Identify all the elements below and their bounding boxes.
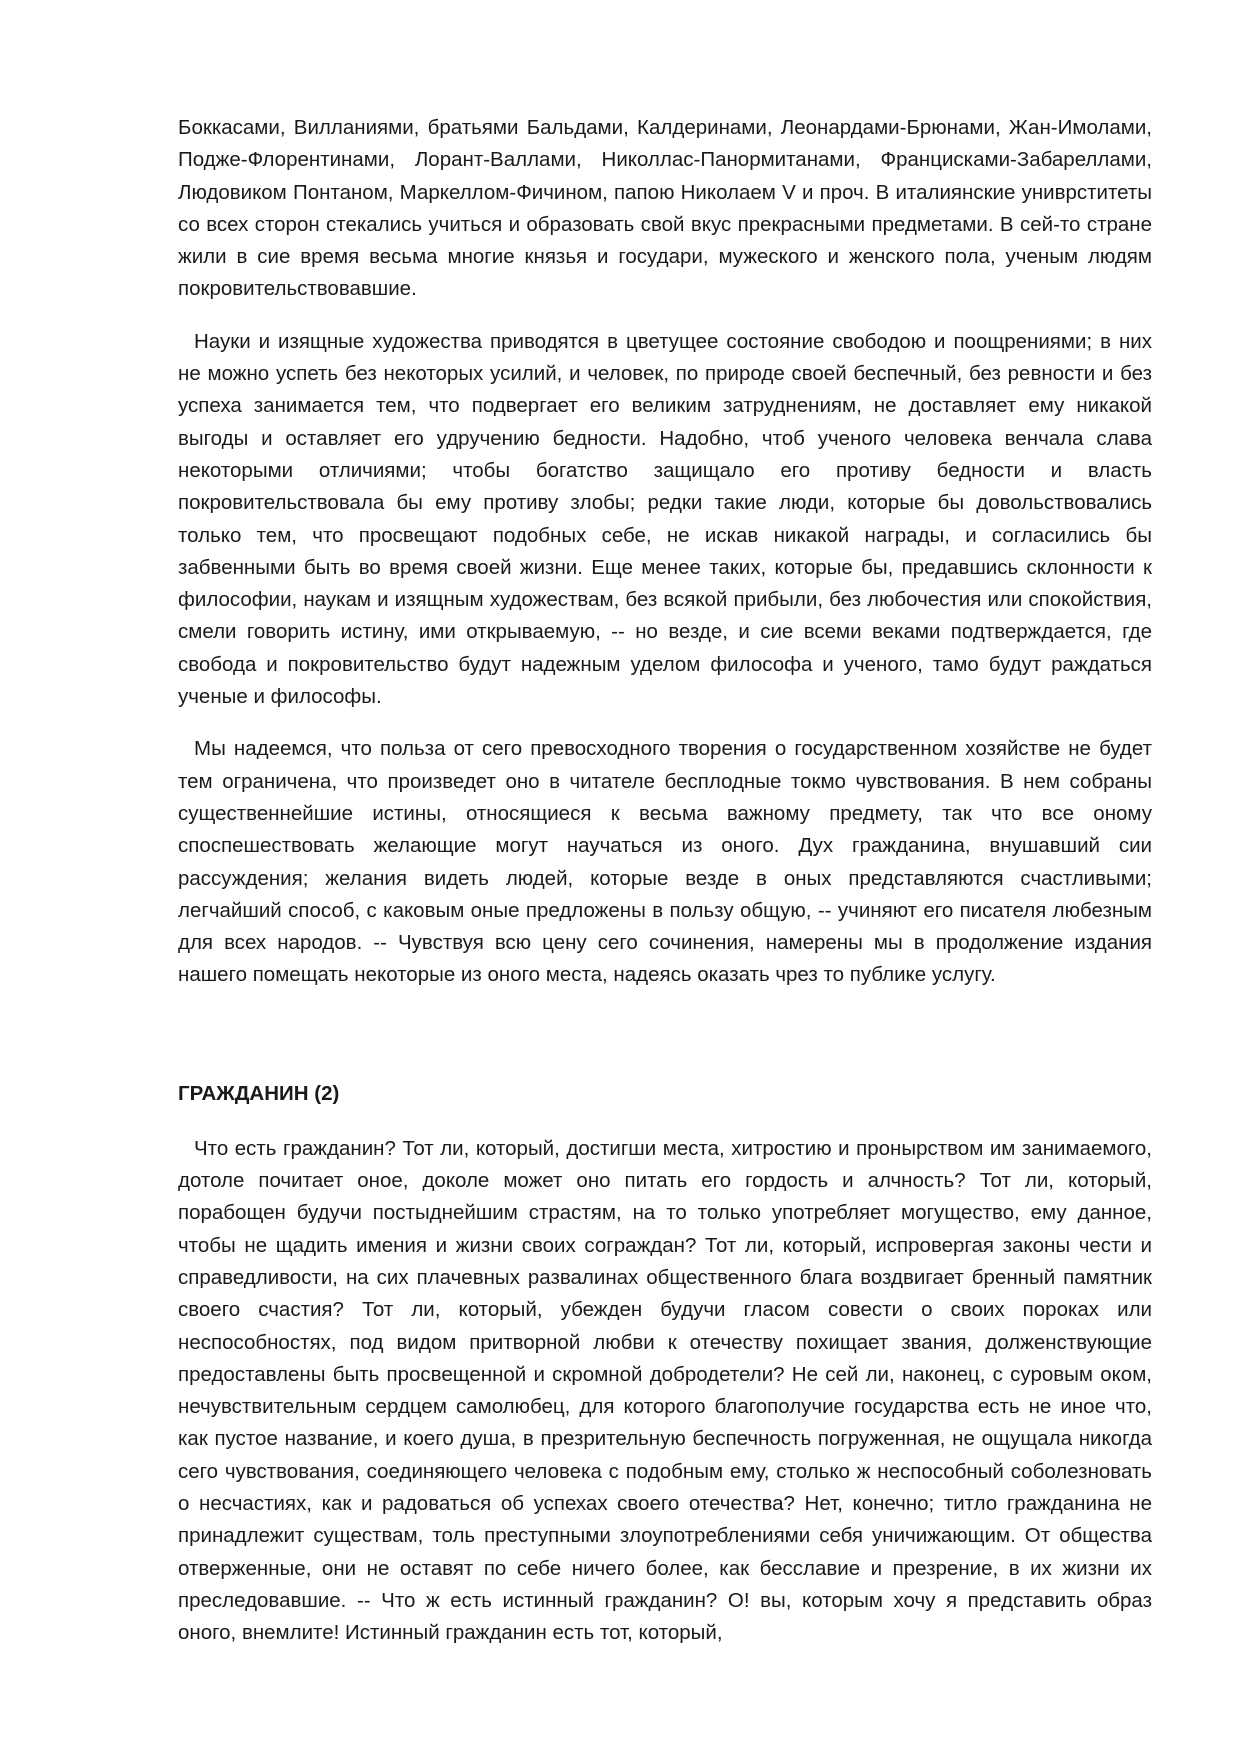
- paragraph-spacer: [178, 713, 1152, 733]
- section-heading: ГРАЖДАНИН (2): [178, 1081, 340, 1105]
- paragraph-citizen: Что есть гражданин? Тот ли, который, достигши места, хитростию и пронырством им занимаемого, дотоле почитает оное, доколе может оно питать его гордость и алчность? Тот ли, который, порабощен будучи постыднейшим страстям, на то только употребляет могущество, ему данное, чтобы не щадить имения и жизни своих сограждан? Тот ли, который, испровергая законы чести и справедливости, на сих плачевных развалинах общественного блага воздвигает бренный памятник своего счастия? Тот ли, который, убежден будучи гласом совести о своих пороках или неспособностях, под видом притворной любви к отечеству похищает звания, долженствующие предоставлены быть просвещенной и скромной добродетели? Не сей ли, наконец, с суровым оком, нечувствительным сердцем самолюбец, для которого благополучие государства есть не иное что, как пустое название, и коего душа, в презрительную беспечность погруженная, не ощущала никогда сего чувствования, соединяющего человека с подобным ему, столько ж неспособный соболезновать о несчастиях, как и радоваться об успехах своего отечества? Нет, конечно; титло гражданина не принадлежит существам, толь преступными злоупотреблениями себя уничижающим. От общества отверженные, они не оставят по себе ничего более, как бесславие и презрение, в их жизни их преследовавшие. -- Что ж есть истинный гражданин? О! вы, которым хочу я представить образ оного, внемлите! Истинный гражданин есть тот, который,: [178, 1136, 1152, 1645]
- paragraph-hope: Мы надеемся, что польза от сего превосходного творения о государственном хозяйстве не будет тем ограничена, что произведет оно в читателе бесплодные токмо чувствования. В нем собраны существеннейшие истины, относящиеся к весьма важному предмету, так что все оному споспешествовать желающие могут научаться из оного. Дух гражданина, внушавший сии рассуждения; желания видеть людей, которые везде в оных представляются счастливыми; легчайший способ, с каковым оные предложены в пользу общую, -- учиняют его писателя любезным для всех народов. -- Чувствуя всю цену сего сочинения, намерены мы в продолжение издания нашего помещать некоторые из оного места, надеясь оказать чрез то публике услугу.: [178, 737, 1152, 987]
- section-spacer: [178, 992, 1152, 1078]
- paragraph-spacer: [178, 306, 1152, 326]
- document-page: [178, 112, 1152, 1649]
- heading-spacer: [178, 1110, 1152, 1133]
- paragraph-continuation: Боккасами, Вилланиями, братьями Бальдами, Калдеринами, Леонардами-Брюнами, Жан-Имолами, Подже-Флорентинами, Лорант-Валлами, Николлас-Панормитанами, Францисками-Забареллами, Людовиком Понтаном, Маркеллом-Фичином, папою Николаем V и проч. В италиянские униврститеты со всех сторон стекались учиться и образовать свой вкус прекрасными предметами. В сей-то стране жили в сие время весьма многие князья и государи, мужеского и женского пола, ученым людям покровительствовавшие.: [178, 116, 1152, 301]
- paragraph-sciences: Науки и изящные художества приводятся в цветущее состояние свободою и поощрениями; в них не можно успеть без некоторых усилий, и человек, по природе своей беспечный, без ревности и без успеха занимается тем, что подвергает его великим затруднениям, не доставляет ему никакой выгоды и оставляет его удручению бедности. Надобно, чтоб ученого человека венчала слава некоторыми отличиями; чтобы богатство защищало его противу бедности и власть покровительствовала бы ему противу злобы; редки такие люди, которые бы довольствовались только тем, что просвещают подобных себе, не искав никакой награды, и согласились бы забвенными быть во время своей жизни. Еще менее таких, которые бы, предавшись склонности к философии, наукам и изящным художествам, без всякой прибыли, без любочестия или спокойствия, смели говорить истину, ими открываемую, -- но везде, и сие всеми веками подтверждается, где свобода и покровительство будут надежным уделом философа и ученого, тамо будут раждаться ученые и философы.: [178, 329, 1152, 709]
